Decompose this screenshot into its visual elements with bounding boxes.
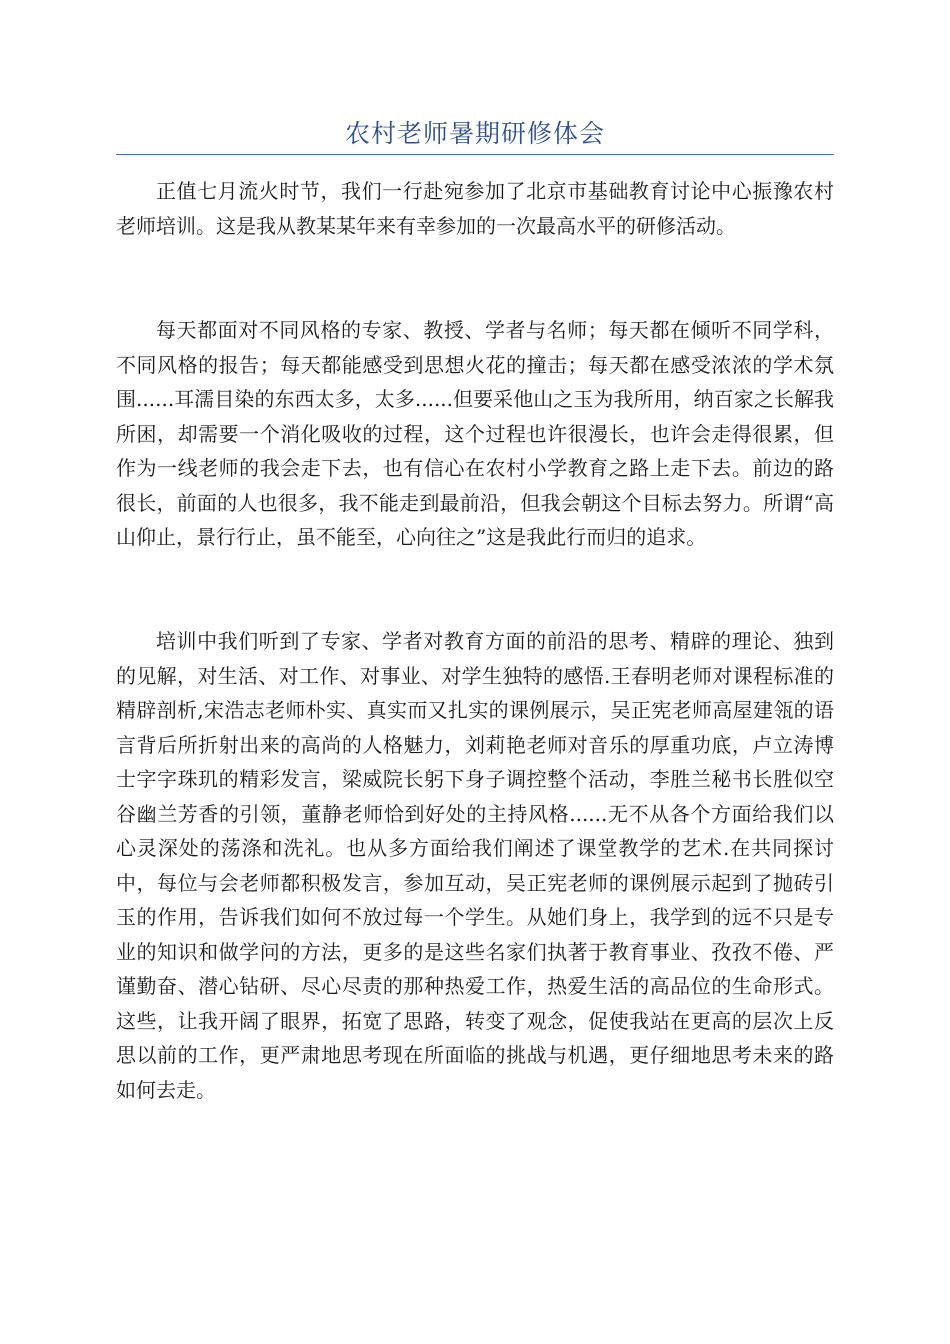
page-title: 农村老师暑期研修体会 [344, 119, 605, 148]
paragraph-2: 每天都面对不同风格的专家、教授、学者与名师；每天都在倾听不同学科，不同风格的报告；每天都能感受到思想火花的撞击；每天都在感受浓浓的学术氛围......耳濡目染的东西太多，太多......但要采他山之玉为我所用，纳百家之长解我所困，却需要一个消化吸收的过程，这个过程也许很漫长，也许会走得很累，但作为一线老师的我会走下去，也有信心在农村小学教育之路上走下去。前边的路很长，前面的人也很多，我不能走到最前沿，但我会朝这个目标去努力。所谓“高山仰止，景行行止，虽不能至，心向往之”这是我此行而归的追求。 [116, 318, 834, 549]
paragraph-3: 培训中我们听到了专家、学者对教育方面的前沿的思考、精辟的理论、独到的见解，对生活、对工作、对事业、对学生独特的感悟.王春明老师对课程标准的精辟剖析,宋浩志老师朴实、真实而又扎实的课例展示，吴正宪老师高屋建瓴的语言背后所折射出来的高尚的人格魅力，刘莉艳老师对音乐的厚重功底，卢立涛博士字字珠玑的精彩发言，梁威院长躬下身子调控整个活动，李胜兰秘书长胜似空谷幽兰芳香的引领，董静老师恰到好处的主持风格......无不从各个方面给我们以心灵深处的荡涤和洗礼。也从多方面给我们阐述了课堂教学的艺术.在共同探讨中，每位与会老师都积极发言，参加互动，吴正宪老师的课例展示起到了抛砖引玉的作用，告诉我们如何不放过每一个学生。从她们身上，我学到的远不只是专业的知识和做学问的方法，更多的是这些名家们执著于教育事业、孜孜不倦、严谨勤奋、潜心钻研、尽心尽责的那种热爱工作，热爱生活的高品位的生命形式。这些，让我开阔了眼界，拓宽了思路，转变了观念，促使我站在更高的层次上反思以前的工作，更严肃地思考现在所面临的挑战与机遇，更仔细地思考未来的路如何去走。 [116, 629, 834, 1102]
title-underline [116, 154, 834, 155]
paragraph-1: 正值七月流火时节，我们一行赴宛参加了北京市基础教育讨论中心振豫农村老师培训。这是我从教某某年来有幸参加的一次最高水平的研修活动。 [116, 179, 834, 238]
